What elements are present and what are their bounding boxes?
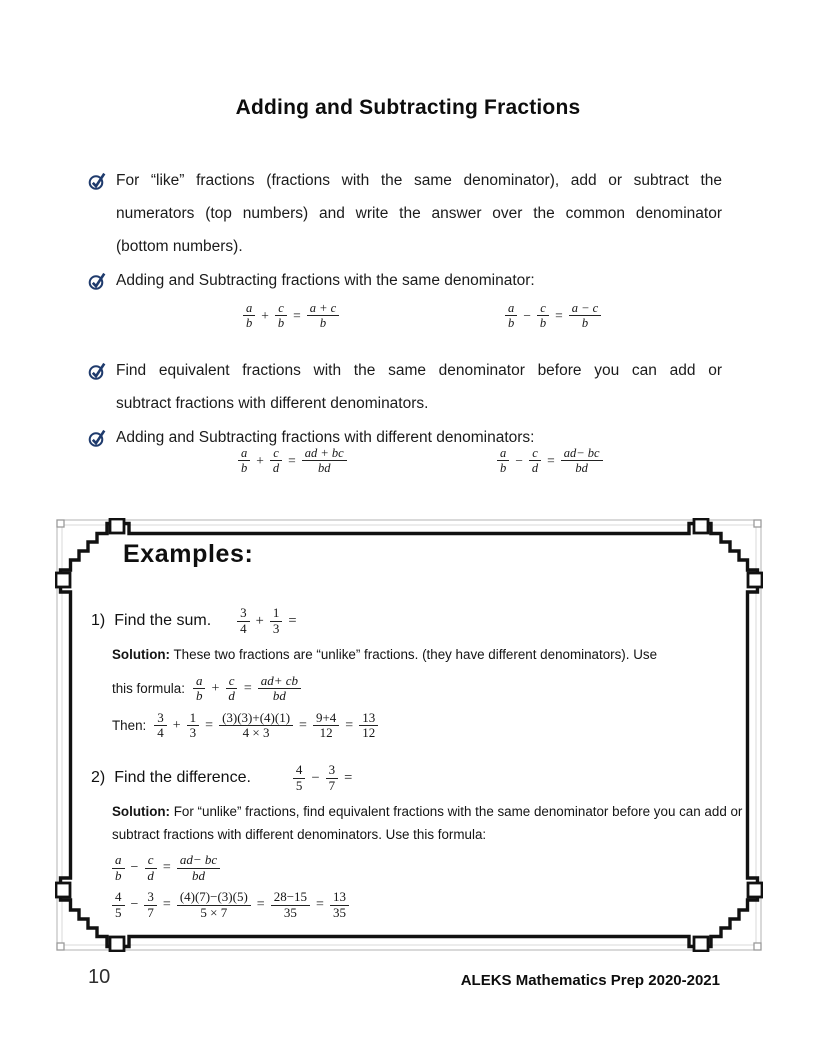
math-operator: − <box>523 307 531 323</box>
formula-row-different-denominator <box>0 446 816 488</box>
page-title: Adding and Subtracting Fractions <box>235 96 581 119</box>
math-operator: + <box>211 680 220 696</box>
fraction: $\frac{ad- bc}{bd}$ <box>177 853 220 883</box>
fraction: $\frac{13}{35}$ <box>330 890 349 920</box>
fraction: $\frac{(4)(7)-(3)(5)}{5 \times 7}$ <box>177 890 251 920</box>
solution-label: Solution: <box>112 804 171 820</box>
fraction: $\frac{28-15}{35}$ <box>271 890 310 920</box>
bullet-line: For “like” fractions (fractions with the same denominator), add or subtract the <box>116 172 722 189</box>
math-operator: = <box>344 769 353 786</box>
bullet-line: Adding and Subtracting fractions with different denominators: <box>116 429 535 446</box>
fraction: $\frac{9+4}{12}$ <box>313 711 339 741</box>
fraction: $\frac{c}{d}$ <box>529 446 541 475</box>
fraction: $\frac{(3)(3)+(4)(1)}{4 \times 3}$ <box>219 711 293 741</box>
math-operator: + <box>172 717 181 733</box>
formula-same-subtract <box>505 301 601 330</box>
footer-page-number: 10 <box>88 966 111 988</box>
fraction: $\frac{3}{4}$ <box>154 711 167 741</box>
fraction: $\frac{3}{7}$ <box>326 763 339 793</box>
example-prompt-math <box>237 606 297 636</box>
math-operator: = <box>288 612 297 629</box>
check-circle-icon <box>88 171 107 204</box>
solution-paragraph <box>112 644 760 667</box>
fraction: $\frac{a}{b}$ <box>193 674 206 704</box>
work-line <box>112 853 741 883</box>
formula-row-same-denominator <box>0 301 816 343</box>
fraction: $\frac{a - c}{b}$ <box>569 301 601 330</box>
formula-diff-subtract <box>497 446 603 475</box>
examples-heading: Examples: <box>123 540 254 568</box>
math-operator: − <box>311 769 320 786</box>
fraction: $\frac{c}{b}$ <box>537 301 549 330</box>
math-operator: = <box>345 717 354 733</box>
examples-box <box>55 518 763 952</box>
math-operator: = <box>205 717 214 733</box>
math-operator: = <box>293 307 301 323</box>
math-operator: + <box>256 452 264 468</box>
example-number: 2) <box>91 769 106 787</box>
math-operator: + <box>255 612 264 629</box>
bullet-line: numerators (top numbers) and write the answer over the common denominator <box>116 205 722 222</box>
fraction: $\frac{c}{d}$ <box>225 674 238 704</box>
math-operator: + <box>261 307 269 323</box>
example-prompt: Find the difference. <box>114 769 251 787</box>
bullet-item <box>88 164 722 263</box>
work-line <box>112 711 741 741</box>
math-operator: = <box>555 307 563 323</box>
example-item-1 <box>91 606 741 741</box>
solution-work <box>112 853 741 920</box>
fraction: $\frac{c}{d}$ <box>270 446 282 475</box>
fraction: $\frac{3}{7}$ <box>144 890 157 920</box>
fraction: $\frac{4}{5}$ <box>112 890 125 920</box>
fraction: $\frac{ad- bc}{bd}$ <box>561 446 603 475</box>
bullet-item <box>88 264 722 297</box>
fraction: $\frac{a}{b}$ <box>112 853 125 883</box>
bullet-line: Find equivalent fractions with the same denominator before you can add or <box>116 362 722 379</box>
check-circle-icon <box>88 271 107 304</box>
formula-same-add <box>243 301 339 330</box>
bullet-item <box>88 354 722 420</box>
math-operator: = <box>288 452 296 468</box>
fraction: $\frac{1}{3}$ <box>270 606 283 636</box>
fraction: $\frac{c}{b}$ <box>275 301 287 330</box>
fraction: $\frac{13}{12}$ <box>359 711 378 741</box>
bullet-line: subtract fractions with different denominators. <box>116 395 429 412</box>
solution-work <box>112 674 741 741</box>
fraction: $\frac{a + c}{b}$ <box>307 301 339 330</box>
math-operator: = <box>162 860 171 876</box>
math-operator: = <box>316 897 324 913</box>
example-prompt-math <box>293 763 353 793</box>
example-item-2 <box>91 763 741 920</box>
fraction: $\frac{ad + bc}{bd}$ <box>302 446 347 475</box>
math-operator: = <box>256 897 265 913</box>
fraction: $\frac{a}{b}$ <box>497 446 509 475</box>
check-circle-icon <box>88 361 107 394</box>
footer-book-title: ALEKS Mathematics Prep 2020-2021 <box>460 972 720 989</box>
math-operator: = <box>243 680 252 696</box>
fraction: $\frac{a}{b}$ <box>243 301 255 330</box>
work-line <box>112 674 741 704</box>
solution-label: Solution: <box>112 647 171 663</box>
formula-diff-add <box>238 446 347 475</box>
example-prompt: Find the sum. <box>114 612 212 630</box>
bullet-line: Adding and Subtracting fractions with the same denominator: <box>116 272 535 289</box>
bullet-line: (bottom numbers). <box>116 238 243 255</box>
solution-text: These two fractions are “unlike” fractions. (they have different denominators). Use <box>170 647 658 663</box>
math-operator: − <box>130 897 139 913</box>
fraction: $\frac{a}{b}$ <box>505 301 517 330</box>
math-text: Then: <box>112 718 147 734</box>
fraction: $\frac{4}{5}$ <box>293 763 306 793</box>
math-operator: − <box>515 452 523 468</box>
fraction: $\frac{ad+ cb}{bd}$ <box>258 674 301 704</box>
work-line <box>112 890 741 920</box>
fraction: $\frac{a}{b}$ <box>238 446 250 475</box>
solution-paragraph <box>112 801 760 846</box>
math-text: this formula: <box>112 681 185 697</box>
example-header <box>91 763 741 793</box>
math-operator: − <box>130 860 139 876</box>
fraction: $\frac{c}{d}$ <box>144 853 157 883</box>
math-operator: = <box>299 717 307 733</box>
math-operator: = <box>162 897 171 913</box>
example-number: 1) <box>91 612 106 630</box>
math-operator: = <box>547 452 555 468</box>
fraction: $\frac{1}{3}$ <box>187 711 200 741</box>
solution-text: For “unlike” fractions, find equivalent fractions with the same denominator before you can add or subtract fractions with different denominators. Use this formula: <box>112 804 743 842</box>
fraction: $\frac{3}{4}$ <box>237 606 250 636</box>
example-header <box>91 606 741 636</box>
